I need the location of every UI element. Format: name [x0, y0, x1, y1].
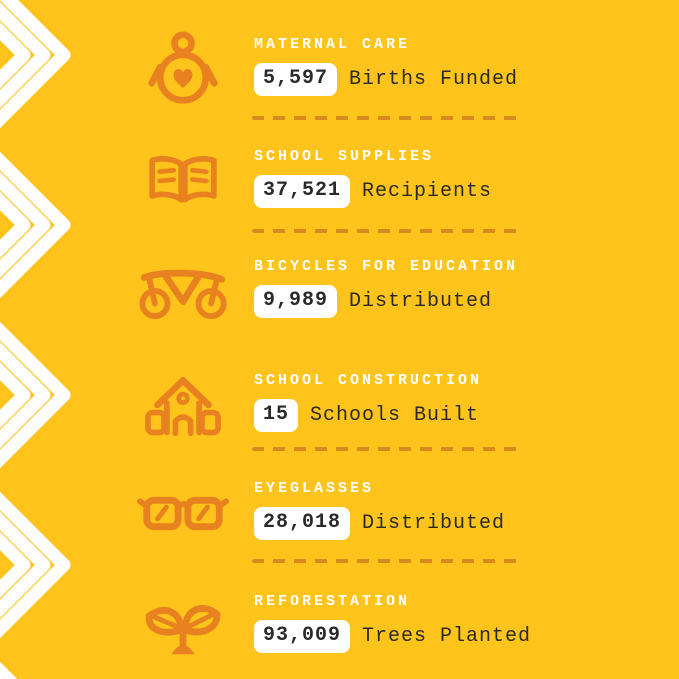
dashed-separator	[252, 229, 518, 233]
stat-item-bicycles	[134, 258, 574, 318]
eyeglasses-icon	[134, 489, 232, 537]
stat-value-label: Schools Built	[310, 404, 480, 427]
stat-value-label: Distributed	[349, 290, 493, 313]
stat-value-label: Trees Planted	[362, 625, 532, 648]
stat-item-eyeglasses	[134, 480, 574, 540]
stat-title: MATERNAL CARE	[254, 36, 411, 53]
stat-item-school-construction	[134, 366, 574, 438]
stat-value-label: Recipients	[362, 180, 493, 203]
stat-title: BICYCLES FOR EDUCATION	[254, 258, 519, 275]
stat-title: SCHOOL CONSTRUCTION	[254, 372, 483, 389]
open-book-icon	[134, 152, 232, 210]
stat-value-label: Births Funded	[349, 68, 519, 91]
stat-item-maternal-care	[134, 26, 574, 106]
sapling-icon	[134, 591, 232, 661]
school-building-icon	[134, 369, 232, 441]
stat-value-badge: 93,009	[254, 620, 350, 653]
stat-title: EYEGLASSES	[254, 480, 375, 497]
stat-title: SCHOOL SUPPLIES	[254, 148, 435, 165]
stat-title: REFORESTATION	[254, 593, 411, 610]
stat-item-reforestation	[134, 588, 574, 658]
stat-value-badge: 5,597	[254, 63, 337, 96]
mother-child-heart-icon	[134, 29, 232, 109]
stat-value-label: Distributed	[362, 512, 506, 535]
bicycle-icon	[134, 261, 232, 321]
stat-value-badge: 9,989	[254, 285, 337, 318]
tribal-chevron-pattern	[0, 0, 74, 679]
dashed-separator	[252, 559, 518, 563]
dashed-separator	[252, 116, 518, 120]
stat-item-school-supplies	[134, 148, 574, 208]
dashed-separator	[252, 447, 518, 451]
stat-value-badge: 37,521	[254, 175, 350, 208]
stat-value-badge: 28,018	[254, 507, 350, 540]
stat-value-badge: 15	[254, 399, 298, 432]
